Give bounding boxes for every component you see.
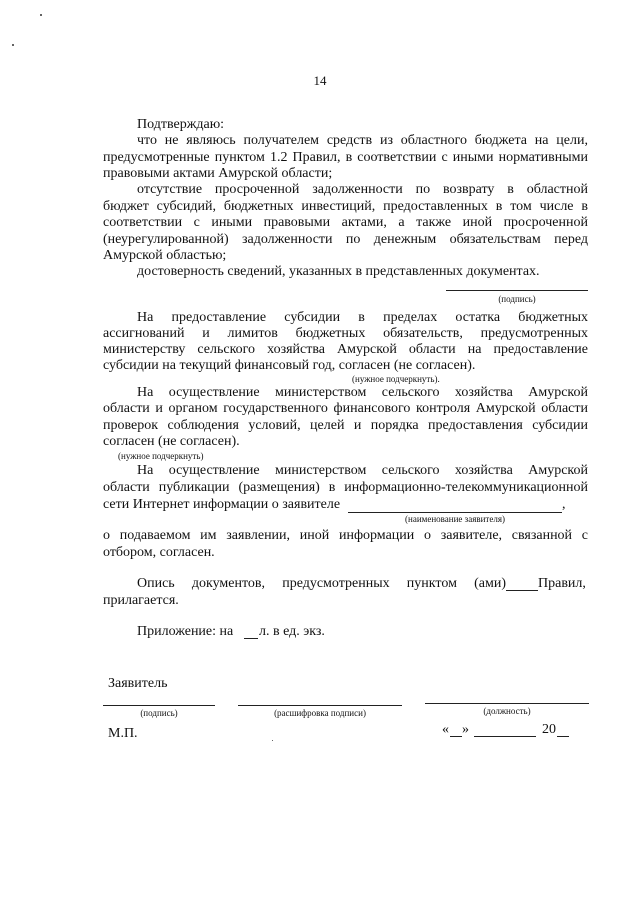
date-close-quote: »	[462, 722, 469, 737]
consent3-line5: отбором, согласен.	[103, 545, 215, 560]
inventory-line2: прилагается.	[103, 593, 179, 608]
scan-speck	[12, 44, 14, 46]
confirm-p2-line1: отсутствие просроченной задолженности по возврату в областной	[137, 182, 588, 197]
confirm-p1-line3: правовыми актами Амурской области;	[103, 166, 333, 181]
date-year-blank	[557, 736, 569, 737]
applicant-name-line	[348, 512, 562, 513]
consent2-line3: проверок соблюдения условий, целей и порядка предоставления субсидии	[103, 418, 588, 433]
date-month-blank	[474, 736, 536, 737]
attachment-part2: л. в ед. экз.	[259, 624, 325, 639]
applicant-signature-line	[103, 705, 215, 706]
confirm-signature-caption: (подпись)	[498, 294, 536, 304]
scan-speck	[272, 740, 273, 741]
inventory-line1-part1: Опись документов, предусмотренных пунктом (ами)	[137, 576, 506, 591]
consent3-line2: области публикации (размещения) в информационно-телекоммуникационной	[103, 480, 588, 495]
consent3-line4: о подаваемом им заявлении, иной информации о заявителе, связанной с	[103, 528, 588, 543]
confirm-p2-line5: Амурской областью;	[103, 248, 227, 263]
consent1-line1: На предоставление субсидии в пределах остатка бюджетных	[137, 310, 588, 325]
consent3-comma: ,	[562, 497, 566, 512]
applicant-signature-caption: (подпись)	[140, 708, 178, 718]
inventory-points-blank	[506, 590, 538, 591]
consent3-line3: сети Интернет информации о заявителе	[103, 497, 341, 512]
consent3-line1: На осуществление министерством сельского хозяйства Амурской	[137, 463, 588, 478]
confirm-heading: Подтверждаю:	[137, 117, 225, 132]
attachment-part1: Приложение: на	[137, 624, 234, 639]
confirm-p3: достоверность сведений, указанных в представленных документах.	[137, 264, 540, 279]
applicant-position-caption: (должность)	[483, 706, 531, 716]
date-day-blank	[450, 736, 462, 737]
confirm-p1-line2: предусмотренные пунктом 1.2 Правил, в соответствии с иными нормативными	[103, 150, 588, 165]
confirm-signature-line	[446, 290, 588, 291]
confirm-p2-line3: соответствии с иными правовыми актами, а также иной просроченной	[103, 215, 588, 230]
consent1-line3: министерству сельского хозяйства Амурской области на предоставление	[103, 342, 588, 357]
attachment-pages-blank	[244, 638, 258, 639]
scan-speck	[40, 14, 42, 16]
confirm-p1-line1: что не являюсь получателем средств из областного бюджета на цели,	[137, 133, 588, 148]
date-year-prefix: 20	[542, 722, 556, 737]
consent1-line4: субсидии на текущий финансовый год, согласен (не согласен).	[103, 358, 476, 373]
applicant-decode-line	[238, 705, 402, 706]
consent2-line2: области и органом государственного финансового контроля Амурской области	[103, 401, 588, 416]
consent2-note: (нужное подчеркнуть)	[118, 451, 204, 461]
page-number: 14	[313, 73, 327, 88]
applicant-position-line	[425, 703, 589, 704]
applicant-label: Заявитель	[108, 676, 168, 691]
stamp-label: М.П.	[108, 726, 138, 741]
consent2-line1: На осуществление министерством сельского хозяйства Амурской	[137, 385, 588, 400]
applicant-name-caption: (наименование заявителя)	[405, 514, 505, 524]
confirm-p2-line2: бюджет субсидий, бюджетных инвестиций, предоставленных в том числе в	[103, 199, 588, 214]
applicant-decode-caption: (расшифровка подписи)	[274, 708, 366, 718]
date-open-quote: «	[442, 722, 449, 737]
confirm-p2-line4: (неурегулированной) задолженности по денежным обязательствам перед	[103, 232, 588, 247]
consent1-note: (нужное подчеркнуть).	[352, 374, 440, 384]
consent2-line4: согласен (не согласен).	[103, 434, 240, 449]
inventory-line1-part2: Правил,	[538, 576, 586, 591]
consent1-line2: ассигнований и лимитов бюджетных обязательств, предусмотренных	[103, 326, 588, 341]
